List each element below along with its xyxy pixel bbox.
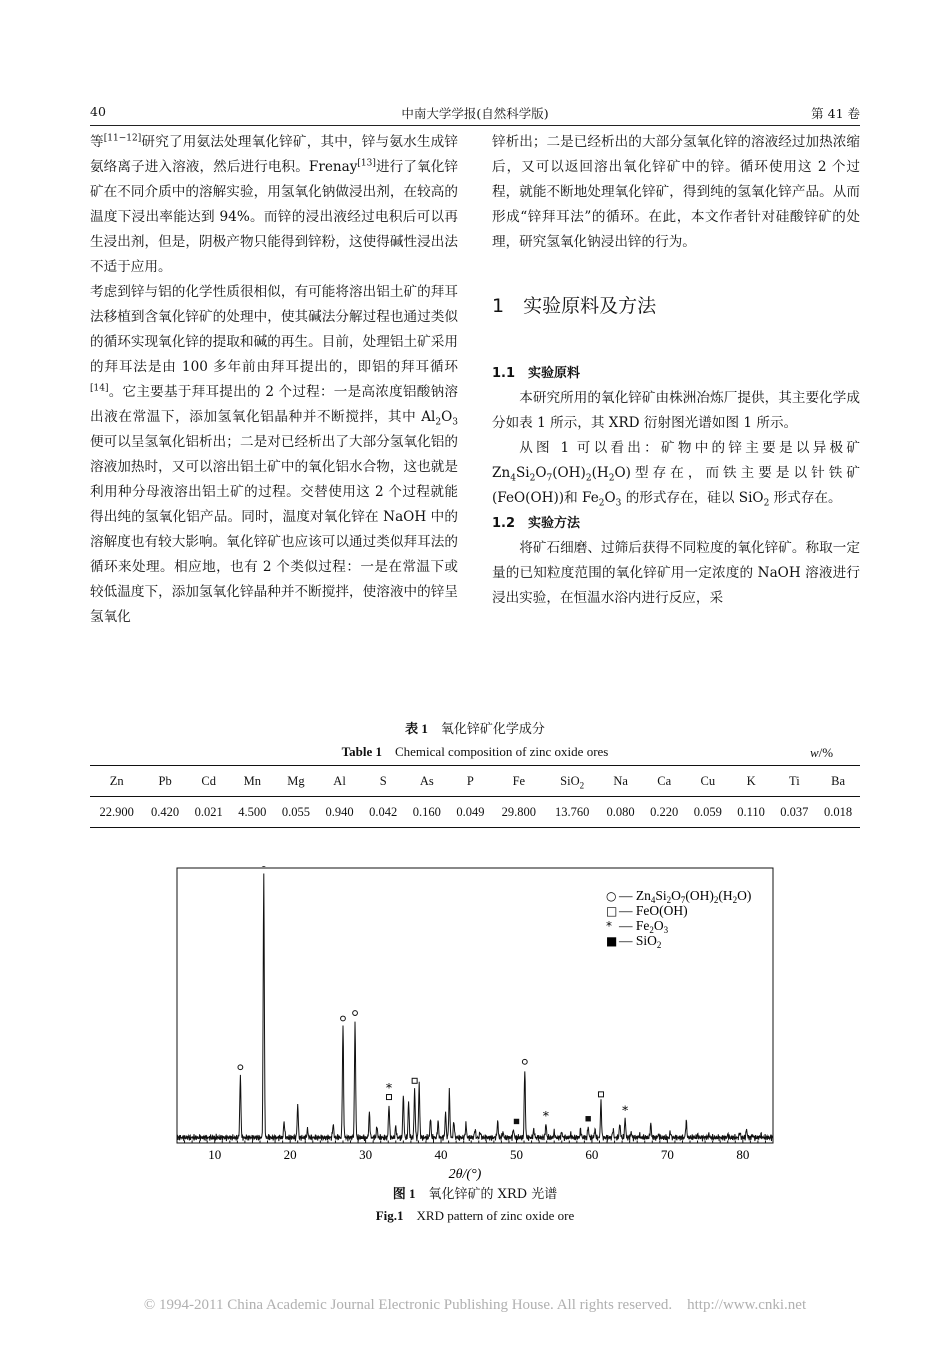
table-header-cell: Ba	[816, 766, 860, 797]
legend-symbol: ■	[606, 934, 618, 948]
volume-label: 第 41 卷	[811, 106, 860, 121]
subsection-heading: 1.1 实验原料	[492, 366, 581, 381]
table-cell: 0.042	[369, 804, 398, 819]
section-heading: 1 实验原料及方法	[492, 295, 657, 317]
legend-label: — SiO$_2$	[619, 933, 662, 950]
citation[interactable]: [14]	[90, 383, 109, 394]
xrd-chart	[176, 866, 780, 1182]
marker-hematite: *	[542, 1109, 549, 1124]
table-header-cell: P	[449, 766, 493, 797]
table-header-cell: S	[361, 766, 405, 797]
header-rule	[90, 125, 860, 126]
table-header-cell: Ca	[642, 766, 686, 797]
running-header	[90, 104, 860, 124]
marker-quartz	[585, 1116, 590, 1121]
paragraph: 等[11−12]研究了用氨法处理氧化锌矿，其中，锌与氨水生成锌氨络离子进入溶液，然后进行电积。Frenay[13]进行了氧化锌矿在不同介质中的溶解实验，用氢氧化钠做浸出剂，在较高的温度下浸出率能达到 94%。而锌的浸出液经过电积后可以再生浸出剂，但是，阴极产物只能得到锌粉，这使得碱性浸出法不适于应用。	[90, 133, 459, 275]
marker-zn-silicate	[341, 1016, 346, 1021]
figure-caption-cn: 图 1 氧化锌矿的 XRD 光谱	[392, 1186, 558, 1202]
table-cell: 0.080	[606, 804, 635, 819]
page-number: 40	[90, 104, 106, 119]
journal-name: 中南大学学报(自然科学版)	[401, 106, 549, 121]
legend-label: — $Zn_4Si_2O_7(OH)_2(H_2O)$	[619, 888, 752, 905]
x-tick-label: 50	[509, 1147, 523, 1162]
x-tick-label: 30	[359, 1147, 373, 1162]
legend-symbol: *	[606, 919, 612, 933]
table-header-cell: Fe	[492, 766, 545, 797]
table-header-cell: As	[405, 766, 449, 797]
legend-symbol: ○	[606, 889, 617, 903]
marker-zn-silicate	[353, 1011, 358, 1016]
paragraph: 从图 1 可以看出：矿物中的锌主要是以异极矿 $Zn_4Si_2O_7(OH)_2(H_2O)$型存在，而铁主要是以针铁矿(FeO(OH))和 $Fe_2O_3$ 的形式存在，硅以 SiO$_2$ 形式存在。	[492, 440, 860, 509]
table-header-cell: Zn	[90, 766, 143, 797]
legend-symbol: □	[606, 904, 618, 918]
marker-hematite: *	[622, 1103, 629, 1118]
table-cell: 22.900	[99, 804, 134, 819]
table-header-cell: Cd	[187, 766, 231, 797]
paragraph: 将矿石细磨、过筛后获得不同粒度的氧化锌矿。称取一定量的已知粒度范围的氧化锌矿用一定浓度的 NaOH 溶液进行浸出实验，在恒温水浴内进行反应，采	[492, 540, 860, 606]
table-header-cell: Na	[599, 766, 643, 797]
table-header-cell: Cu	[686, 766, 730, 797]
x-tick-label: 70	[660, 1147, 674, 1162]
table-caption-en: Table 1 Chemical composition of zinc oxide ores	[341, 744, 609, 759]
table-cell: 0.018	[824, 804, 853, 819]
table-cell: 29.800	[501, 804, 537, 819]
table-header-cell: K	[730, 766, 773, 797]
table-cell: 0.055	[281, 804, 310, 819]
marker-hematite: *	[385, 1081, 392, 1096]
marker-goethite	[386, 1095, 391, 1100]
citation[interactable]: [13]	[357, 158, 376, 169]
table-header-cell: Mg	[274, 766, 318, 797]
paragraph: 考虑到锌与铝的化学性质很相似，有可能将溶出铝土矿的拜耳法移植到含氧化锌矿的处理中，使其碱法分解过程也通过类似的循环实现氧化锌的提取和碱的再生。目前，处理铝土矿采用的拜耳法是由 100 多年前由拜耳提出的，即铝的拜耳循环[14]。它主要基于拜耳提出的 2 个过程：一是高浓度铝酸钠溶出液在常温下，添加氢氧化铝晶种并不断搅拌，其中 $Al_2O_3$ 便可以呈氢氧化铝析出；二是对已经析出了大部分氢氧化铝的溶液加热时，又可以溶出铝土矿中的氧化铝水合物，这也就是利用种分母液溶出铝土矿的过程。交替使用这 2 个过程就能得出纯的氢氧化铝产品。同时，温度对氧化锌在 NaOH 中的溶解度也有较大影响。氧化锌矿也应该可以通过类似拜耳法的循环来处理。相应地，也有 2 个类似过程：一是在常温下或较低温度下，添加氢氧化锌晶种并不断搅拌，使溶液中的锌呈氢氧化	[90, 284, 458, 625]
table-cell: 0.037	[780, 804, 809, 819]
table-cell: 0.160	[412, 804, 441, 819]
phase-markers	[238, 866, 628, 1124]
left-column	[90, 130, 458, 630]
x-tick-label: 80	[736, 1147, 750, 1162]
x-tick-label: 10	[208, 1147, 222, 1162]
table-header-row	[90, 766, 860, 797]
citation[interactable]: [11−12]	[103, 133, 142, 144]
table-unit: w/%	[810, 745, 834, 760]
table-header-cell: Mn	[231, 766, 275, 797]
marker-zn-silicate	[522, 1059, 527, 1064]
legend	[606, 888, 751, 950]
composition-table	[90, 765, 860, 828]
right-column	[492, 130, 860, 611]
table-header-cell: Ti	[773, 766, 817, 797]
legend-label: — $Fe_2O_3$	[619, 918, 669, 935]
table-cell: 13.760	[554, 804, 590, 819]
cnki-link[interactable]: http://www.cnki.net	[687, 1297, 807, 1313]
table-cell: 0.420	[151, 804, 180, 819]
paragraph: 本研究所用的氧化锌矿由株洲冶炼厂提供，其主要化学成分如表 1 所示，其 XRD 衍射图光谱如图 1 所示。	[492, 390, 860, 431]
x-tick-label: 60	[585, 1147, 599, 1162]
table-header-cell: Pb	[143, 766, 187, 797]
marker-goethite	[598, 1092, 603, 1097]
marker-zn-silicate	[238, 1065, 243, 1070]
table-header-cell: SiO$_2$	[546, 766, 599, 797]
figure-caption-en: Fig.1 XRD pattern of zinc oxide ore	[375, 1208, 575, 1223]
table-cell: 0.049	[456, 804, 485, 819]
table-cell: 0.940	[325, 804, 354, 819]
x-tick-label: 20	[283, 1147, 297, 1162]
table-caption-cn: 表 1 氧化锌矿化学成分	[405, 721, 545, 737]
paragraph: 锌析出；二是已经析出的大部分氢氧化锌的溶液经过加热浓缩后，又可以返回溶出氧化锌矿中的锌。循环使用这 2 个过程，就能不断地处理氧化锌矿，得到纯的氢氧化锌产品。从而形成“锌拜耳法”的循环。在此，本文作者针对硅酸锌矿的处理，研究氢氧化钠浸出锌的行为。	[492, 134, 860, 250]
legend-label: — FeO(OH)	[619, 903, 688, 918]
copyright-footer: © 1994-2011 China Academic Journal Electronic Publishing House. All rights reserved. http://www.cnki.net	[143, 1297, 807, 1313]
marker-quartz	[514, 1119, 519, 1124]
marker-goethite	[412, 1078, 417, 1083]
subsection-heading: 1.2 实验方法	[492, 516, 581, 531]
table-cell: 0.059	[693, 804, 722, 819]
x-axis-label: 2θ/(°)	[448, 1167, 482, 1182]
table-cell: 0.021	[194, 804, 223, 819]
table-row	[90, 797, 860, 828]
table-cell: 4.500	[238, 804, 267, 819]
table-cell: 0.220	[650, 804, 679, 819]
x-tick-label: 40	[434, 1147, 448, 1162]
x-axis-tick-labels	[208, 1147, 749, 1162]
table-cell: 0.110	[737, 804, 765, 819]
table-header-cell: Al	[318, 766, 362, 797]
